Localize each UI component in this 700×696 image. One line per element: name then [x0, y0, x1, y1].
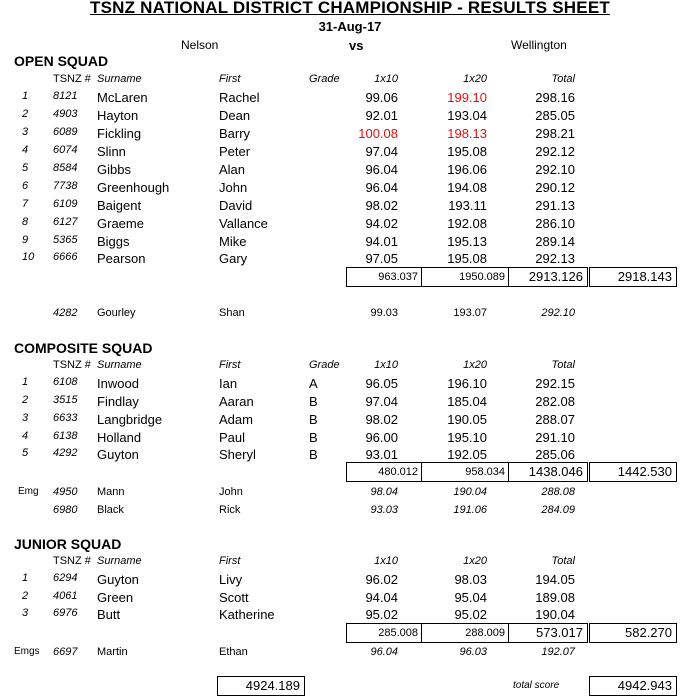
score-1x10: 98.04	[370, 486, 398, 498]
table-row	[0, 590, 700, 608]
score-1x20: 198.13	[447, 126, 487, 141]
table-row	[0, 198, 700, 216]
first-name: Gary	[219, 251, 248, 266]
score-total: 285.05	[535, 108, 575, 123]
score-1x20: 193.07	[453, 307, 487, 319]
tsnz-id: 8121	[53, 90, 78, 102]
score-1x20: 194.08	[447, 180, 487, 195]
row-number: 4	[22, 430, 29, 442]
composite-column-headers	[0, 359, 700, 377]
score-1x10: 100.08	[358, 126, 398, 141]
surname: Butt	[97, 607, 121, 622]
surname: Fickling	[97, 126, 142, 141]
surname: Gourley	[97, 307, 136, 319]
score-1x20: 98.03	[454, 572, 487, 587]
col-first: First	[219, 555, 241, 567]
surname: Guyton	[97, 572, 139, 587]
col-surname: Surname	[97, 359, 142, 371]
table-row	[0, 430, 700, 448]
tsnz-id: 6109	[53, 198, 78, 210]
surname: Baigent	[97, 198, 142, 213]
col-total: Total	[551, 555, 575, 567]
first-name: John	[219, 486, 243, 498]
tsnz-id: 4950	[53, 486, 78, 498]
score-1x20: 193.04	[447, 108, 487, 123]
score-total: 291.10	[535, 430, 575, 445]
col-surname: Surname	[97, 555, 142, 567]
score-total: 291.13	[535, 198, 575, 213]
first-name: Peter	[219, 144, 251, 159]
col-1x10: 1x10	[374, 73, 398, 85]
table-row	[0, 394, 700, 412]
row-number: 10	[22, 251, 35, 263]
tsnz-id: 4292	[53, 447, 78, 459]
score-1x10: 97.05	[365, 251, 398, 266]
row-number: 4	[22, 144, 29, 156]
first-name: John	[219, 180, 248, 195]
first-name: Shan	[219, 307, 245, 319]
first-name: Barry	[219, 126, 251, 141]
surname: Hayton	[97, 108, 139, 123]
score-total: 189.08	[535, 590, 575, 605]
total-score-label: total score	[513, 680, 560, 691]
score-1x20: 195.13	[447, 234, 487, 249]
tsnz-id: 3515	[53, 394, 78, 406]
score-1x10: 94.04	[365, 590, 398, 605]
tsnz-id: 5365	[53, 234, 78, 246]
score-1x10: 95.02	[365, 607, 398, 622]
score-1x20: 195.08	[447, 251, 487, 266]
surname: Slinn	[97, 144, 126, 159]
team-right: Wellington	[511, 38, 567, 52]
score-1x20: 191.06	[453, 504, 487, 516]
first-name: Livy	[219, 572, 243, 587]
score-1x10: 96.02	[365, 572, 398, 587]
score-1x10: 94.01	[365, 234, 398, 249]
score-1x20: 190.05	[447, 412, 487, 427]
first-name: Ian	[219, 376, 238, 391]
first-name: Dean	[219, 108, 251, 123]
score-total: 194.05	[535, 572, 575, 587]
col-tsnz: TSNZ #	[53, 555, 91, 567]
col-1x20: 1x20	[463, 359, 487, 371]
junior-emergency-row	[0, 646, 700, 664]
score-total: 292.10	[541, 307, 575, 319]
open-subtotals	[346, 267, 588, 287]
row-number: 1	[22, 572, 29, 584]
surname: Langbridge	[97, 412, 163, 427]
surname: Graeme	[97, 216, 144, 231]
composite-team-total: 1442.530	[589, 462, 677, 482]
tsnz-id: 8584	[53, 162, 78, 174]
score-1x10: 99.03	[370, 307, 398, 319]
first-name: Aaran	[219, 394, 254, 409]
surname: Biggs	[97, 234, 130, 249]
surname: Martin	[97, 646, 128, 658]
tsnz-id: 4282	[53, 307, 78, 319]
score-1x10: 96.04	[370, 646, 398, 658]
tsnz-id: 6633	[53, 412, 78, 424]
nelson-total-score: 4924.189	[217, 676, 305, 696]
score-1x10: 93.01	[365, 447, 398, 462]
open-column-headers	[0, 73, 700, 91]
score-total: 288.07	[535, 412, 575, 427]
junior-sum-total: 573.017	[536, 625, 583, 640]
row-number: 6	[22, 180, 29, 192]
col-grade: Grade	[309, 359, 340, 371]
score-total: 290.12	[535, 180, 575, 195]
score-1x10: 94.02	[365, 216, 398, 231]
composite-sum-1x10: 480.012	[347, 463, 422, 481]
first-name: Mike	[219, 234, 247, 249]
first-name: Alan	[219, 162, 246, 177]
col-1x20: 1x20	[463, 555, 487, 567]
table-row	[0, 572, 700, 590]
first-name: David	[219, 198, 253, 213]
surname: McLaren	[97, 90, 148, 105]
col-1x10: 1x10	[374, 359, 398, 371]
score-total: 284.09	[541, 504, 575, 516]
score-1x10: 96.05	[365, 376, 398, 391]
score-1x20: 192.08	[447, 216, 487, 231]
col-grade: Grade	[309, 73, 340, 85]
first-name: Adam	[219, 412, 253, 427]
grade: B	[309, 412, 318, 427]
tsnz-id: 6976	[53, 607, 78, 619]
score-1x20: 196.10	[447, 376, 487, 391]
col-1x10: 1x10	[374, 555, 398, 567]
tsnz-id: 6074	[53, 144, 78, 156]
score-total: 190.04	[535, 607, 575, 622]
first-name: Sheryl	[219, 447, 256, 462]
col-first: First	[219, 73, 241, 85]
first-name: Rachel	[219, 90, 260, 105]
junior-squad-heading: JUNIOR SQUAD	[14, 536, 122, 552]
score-1x20: 199.10	[447, 90, 487, 105]
score-1x10: 97.04	[365, 394, 398, 409]
table-row	[0, 162, 700, 180]
score-total: 192.07	[541, 646, 575, 658]
composite-squad-heading: COMPOSITE SQUAD	[14, 340, 153, 356]
open-sum-1x20: 1950.089	[422, 268, 509, 286]
vs-label: vs	[349, 38, 364, 53]
row-number: 3	[22, 126, 29, 138]
row-number: 7	[22, 198, 29, 210]
junior-column-headers	[0, 555, 700, 573]
grade: B	[309, 394, 318, 409]
tsnz-id: 6697	[53, 646, 78, 658]
first-name: Vallance	[219, 216, 268, 231]
score-total: 282.08	[535, 394, 575, 409]
score-total: 292.15	[535, 376, 575, 391]
composite-emergency-row	[0, 504, 700, 522]
col-surname: Surname	[97, 73, 142, 85]
surname: Inwood	[97, 376, 139, 391]
open-reserve-row	[0, 307, 700, 325]
score-1x20: 196.06	[447, 162, 487, 177]
tsnz-id: 6127	[53, 216, 78, 228]
emergency-label: Emgs	[14, 646, 40, 657]
composite-sum-total: 1438.046	[528, 464, 583, 479]
first-name: Katherine	[219, 607, 275, 622]
surname: Guyton	[97, 447, 139, 462]
surname: Mann	[97, 486, 125, 498]
surname: Greenhough	[97, 180, 170, 195]
table-row	[0, 234, 700, 252]
open-sum-total: 2913.126	[528, 269, 583, 284]
row-number: 2	[22, 590, 29, 602]
score-1x20: 193.11	[448, 198, 487, 213]
score-1x10: 98.02	[365, 412, 398, 427]
score-total: 286.10	[535, 216, 575, 231]
surname: Findlay	[97, 394, 139, 409]
score-total: 288.08	[541, 486, 575, 498]
score-1x20: 95.02	[454, 607, 487, 622]
open-sum-1x10: 963.037	[347, 268, 422, 286]
score-total: 298.16	[535, 90, 575, 105]
row-number: 9	[22, 234, 29, 246]
score-total: 292.10	[535, 162, 575, 177]
tsnz-id: 4061	[53, 590, 78, 602]
score-1x10: 98.02	[365, 198, 398, 213]
score-1x10: 99.06	[365, 90, 398, 105]
composite-subtotals	[346, 462, 588, 482]
tsnz-id: 6138	[53, 430, 78, 442]
grade: A	[309, 376, 318, 391]
score-1x20: 185.04	[447, 394, 487, 409]
first-name: Ethan	[219, 646, 248, 658]
table-row	[0, 376, 700, 394]
row-number: 2	[22, 394, 29, 406]
tsnz-id: 6666	[53, 251, 78, 263]
table-row	[0, 412, 700, 430]
junior-subtotals	[346, 623, 588, 643]
tsnz-id: 6294	[53, 572, 78, 584]
table-row	[0, 90, 700, 108]
table-row	[0, 180, 700, 198]
page-title: TSNZ NATIONAL DISTRICT CHAMPIONSHIP - RESULTS SHEET	[90, 0, 610, 17]
first-name: Paul	[219, 430, 246, 445]
score-total: 289.14	[535, 234, 575, 249]
row-number: 3	[22, 412, 29, 424]
composite-sum-1x20: 958.034	[422, 463, 509, 481]
table-row	[0, 144, 700, 162]
score-1x20: 96.03	[459, 646, 487, 658]
row-number: 2	[22, 108, 29, 120]
col-first: First	[219, 359, 241, 371]
row-number: 8	[22, 216, 29, 228]
tsnz-id: 6980	[53, 504, 78, 516]
score-1x20: 95.04	[454, 590, 487, 605]
tsnz-id: 7738	[53, 180, 78, 192]
emergency-label: Emg	[18, 486, 39, 497]
table-row	[0, 216, 700, 234]
col-tsnz: TSNZ #	[53, 359, 91, 371]
score-1x10: 92.01	[365, 108, 398, 123]
junior-team-total: 582.270	[589, 623, 677, 643]
junior-sum-1x10: 285.008	[347, 624, 422, 642]
col-tsnz: TSNZ #	[53, 73, 91, 85]
event-date: 31-Aug-17	[318, 19, 382, 34]
row-number: 5	[22, 447, 29, 459]
score-1x10: 93.03	[370, 504, 398, 516]
surname: Holland	[97, 430, 142, 445]
row-number: 1	[22, 376, 29, 388]
score-1x10: 96.04	[365, 180, 398, 195]
score-total: 298.21	[535, 126, 575, 141]
grade: B	[309, 430, 318, 445]
score-1x10: 96.04	[365, 162, 398, 177]
score-1x10: 97.04	[365, 144, 398, 159]
surname: Black	[97, 504, 124, 516]
score-1x20: 195.10	[447, 430, 487, 445]
col-total: Total	[551, 73, 575, 85]
row-number: 1	[22, 90, 29, 102]
wellington-total-score: 4942.943	[589, 676, 677, 696]
surname: Pearson	[97, 251, 146, 266]
composite-emergency-row	[0, 486, 700, 504]
tsnz-id: 6108	[53, 376, 78, 388]
table-row	[0, 108, 700, 126]
score-total: 292.13	[535, 251, 575, 266]
col-total: Total	[551, 359, 575, 371]
junior-sum-1x20: 288.009	[422, 624, 509, 642]
score-1x20: 192.05	[447, 447, 487, 462]
tsnz-id: 6089	[53, 126, 78, 138]
score-1x20: 195.08	[447, 144, 487, 159]
surname: Gibbs	[97, 162, 131, 177]
row-number: 5	[22, 162, 29, 174]
row-number: 3	[22, 607, 29, 619]
score-total: 292.12	[535, 144, 575, 159]
team-left: Nelson	[181, 38, 219, 52]
grade: B	[309, 447, 318, 462]
first-name: Rick	[219, 504, 241, 516]
col-1x20: 1x20	[463, 73, 487, 85]
open-team-total: 2918.143	[589, 267, 677, 287]
tsnz-id: 4903	[53, 108, 78, 120]
score-1x10: 96.00	[365, 430, 398, 445]
surname: Green	[97, 590, 134, 605]
first-name: Scott	[219, 590, 249, 605]
open-squad-heading: OPEN SQUAD	[14, 53, 109, 69]
score-total: 285.06	[535, 447, 575, 462]
table-row	[0, 126, 700, 144]
score-1x20: 190.04	[453, 486, 487, 498]
